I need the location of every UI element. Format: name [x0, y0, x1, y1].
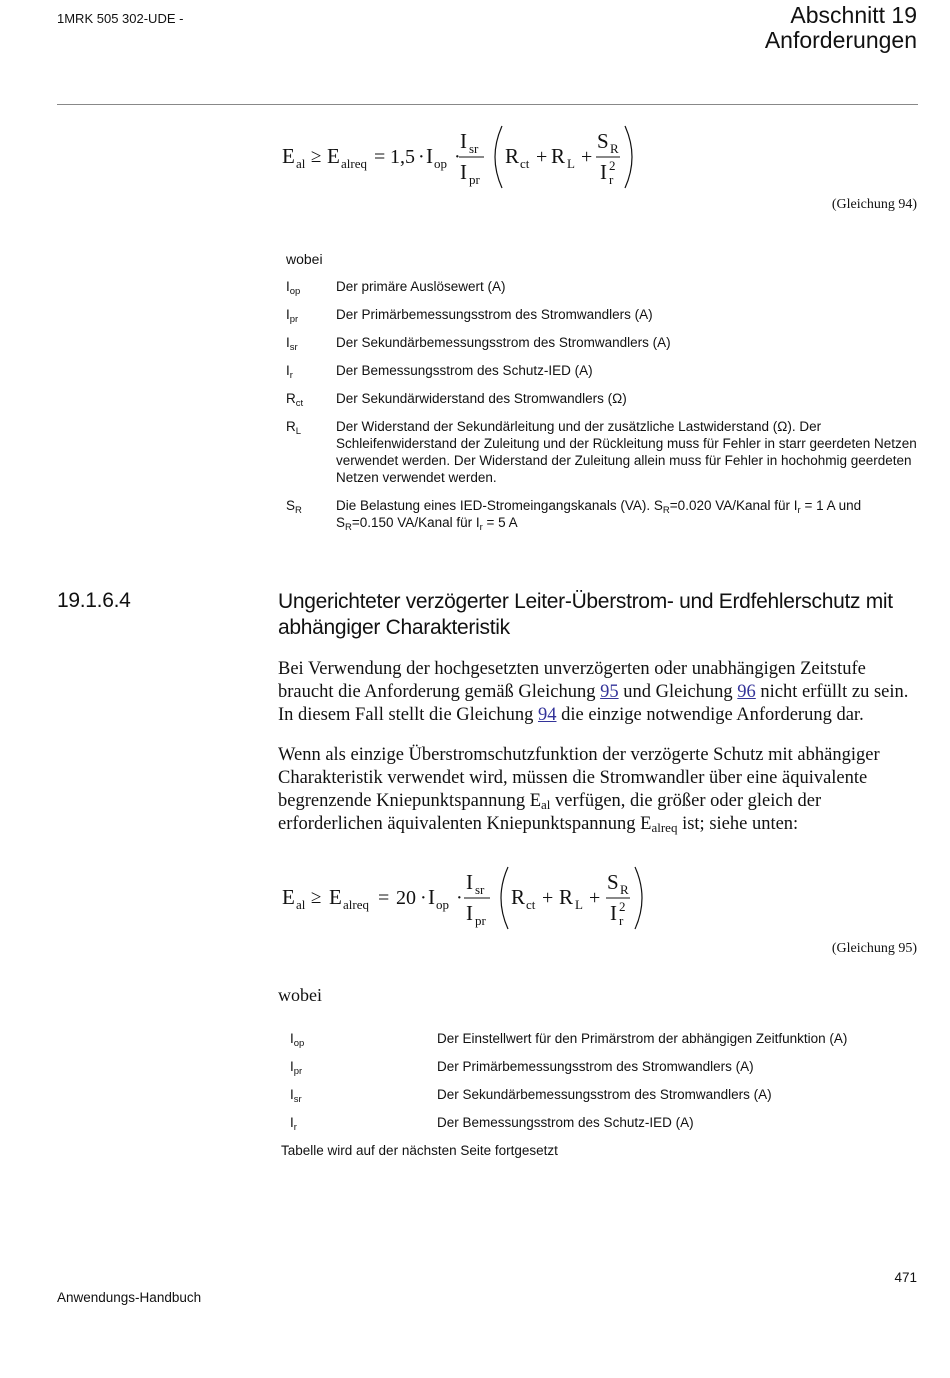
definition-symbol: $I_r$: [290, 1115, 297, 1133]
definition-symbol: $R_L$: [286, 419, 302, 437]
definition-row: [286, 334, 918, 351]
definition-text: Der Bemessungsstrom des Schutz-IED (A): [336, 363, 593, 378]
definition-text: Der Widerstand der Sekundärleitung und der zusätzliche Lastwiderstand (Ω). Der Schleifenwiderstand der Zuleitung und der Rückleitung muss für Fehler in starr geerdeten Netzen verwendet werden. Der Widerstand der Zuleitung allein muss für Fehler in hochohmig geerdeten Netzen verwendet werden.: [336, 419, 917, 485]
f94-L: L: [567, 156, 575, 171]
definition-symbol: $S_R$: [286, 498, 302, 516]
definition-row: [286, 278, 918, 295]
definition-symbol: $I_{sr}$: [286, 335, 298, 353]
f94-dot2: ·: [454, 146, 461, 168]
f95-sq: 2: [619, 899, 626, 914]
f95-left-paren: [501, 867, 508, 929]
definition-symbol: $I_{op}$: [290, 1031, 305, 1049]
f95-sr: sr: [475, 882, 485, 897]
f95-alreq: alreq: [343, 897, 369, 912]
f95-r: r: [619, 913, 624, 928]
f94-plus1: +: [536, 146, 548, 168]
f95-dot2: ·: [456, 887, 463, 909]
f94-op: op: [434, 156, 447, 171]
f95-I-op: I: [428, 885, 435, 909]
f94-r: r: [609, 172, 614, 187]
f94-alreq: alreq: [341, 156, 367, 171]
f94-dot1: ·: [418, 146, 425, 168]
paragraph-1: Bei Verwendung der hochgesetzten unverzögerten oder unabhängigen Zeitstufe braucht die Anforderung gemäß Gleichung 95 und Gleichung 96 nicht erfüllt zu sein. In diesem Fall stellt die Gleichung 94 die einzige notwendige Anforderung dar.: [278, 659, 909, 725]
f94-pr: pr: [469, 172, 480, 187]
manual-name: Anwendungs-Handbuch: [57, 1290, 202, 1305]
definition-row: [286, 306, 918, 323]
definition-row: [286, 362, 918, 379]
f94-sq: 2: [609, 158, 616, 173]
f94-right-paren: [625, 126, 632, 188]
f95-plus1: +: [542, 887, 554, 909]
definition-text: Der Sekundärbemessungsstrom des Stromwandlers (A): [336, 335, 671, 350]
f94-eq: =: [374, 146, 386, 168]
definition-row: [286, 390, 918, 407]
definition-row: [290, 1086, 918, 1103]
f95-geq: ≥: [311, 887, 322, 908]
definition-symbol: $I_{sr}$: [290, 1087, 302, 1105]
definition-list-2: [290, 1030, 918, 1142]
f94-plus2: +: [581, 146, 593, 168]
f95-op: op: [436, 897, 449, 912]
paragraph-2: Wenn als einzige Überstromschutzfunktion der verzögerte Schutz mit abhängiger Charakteristik verwendet wird, müssen die Stromwandler über eine äquivalente begrenzende Kniepunktspannung $E_{al}$ verfügen, die größer oder gleich der erforderlichen äquivalenten Kniepunktspannung $E_{alreq}$ ist; siehe unten:: [278, 745, 880, 835]
definition-text: Der Bemessungsstrom des Schutz-IED (A): [437, 1115, 694, 1130]
definition-symbol: $I_{pr}$: [286, 307, 299, 325]
f95-R-ct: R: [511, 885, 526, 909]
f95-E2: E: [329, 885, 342, 909]
f95-al: al: [296, 897, 306, 912]
wobei-label-2: wobei: [278, 985, 322, 1005]
f95-L: L: [575, 897, 583, 912]
header-divider: [57, 104, 918, 105]
definition-row: [290, 1030, 918, 1047]
definition-row: [286, 497, 918, 531]
equation-link-96[interactable]: 96: [737, 682, 756, 702]
f95-R-L: R: [559, 885, 574, 909]
document-id: 1MRK 505 302-UDE -: [57, 11, 184, 26]
formula-94: [280, 122, 640, 192]
definition-row: [286, 418, 918, 486]
definition-symbol: $I_{op}$: [286, 279, 301, 297]
definition-text: Der Primärbemessungsstrom des Stromwandlers (A): [336, 307, 653, 322]
f94-R-ct: R: [505, 144, 520, 168]
f94-I-op: I: [426, 144, 433, 168]
f95-E1: E: [282, 885, 295, 909]
definition-list-1: [286, 278, 918, 542]
f94-S: S: [597, 129, 609, 153]
section-number: 19.1.6.4: [57, 589, 131, 612]
definition-text: Der Sekundärwiderstand des Stromwandlers (Ω): [336, 391, 627, 406]
section-heading: [765, 3, 917, 53]
definition-row: [290, 1058, 918, 1075]
wobei-label-1: wobei: [286, 251, 323, 267]
equation-link-94[interactable]: 94: [537, 705, 557, 725]
f95-eq: =: [378, 887, 390, 909]
f94-I-r: I: [600, 160, 607, 184]
section-title: Ungerichteter verzögerter Leiter-Überstrom- und Erdfehlerschutz mit abhängiger Charakteristik: [278, 590, 893, 639]
formula-95: [280, 863, 650, 933]
definition-text: Der Einstellwert für den Primärstrom der abhängigen Zeitfunktion (A): [437, 1031, 848, 1046]
f95-I-sr: I: [466, 870, 473, 894]
f94-factor: 1,5: [390, 146, 415, 168]
f95-I-r: I: [610, 901, 617, 925]
f95-ct: ct: [526, 897, 536, 912]
f95-right-paren: [635, 867, 642, 929]
f95-dot1: ·: [420, 887, 427, 909]
page-number: 471: [894, 1270, 917, 1285]
f94-R-L: R: [551, 144, 566, 168]
f94-S-sub: R: [610, 141, 619, 156]
f95-S: S: [607, 870, 619, 894]
f94-I-pr: I: [460, 160, 467, 184]
definition-text: Die Belastung eines IED-Stromeingangskanals (VA). $S_R=0.020$ VA/Kanal für $I_r = 1$ A und $S_R=0.150$ VA/Kanal für $I_r = 5$ A: [336, 498, 862, 533]
f94-geq: ≥: [311, 146, 322, 167]
f95-plus2: +: [589, 887, 601, 909]
chapter-label: Anforderungen: [764, 27, 917, 53]
f94-I-sr: I: [460, 129, 467, 153]
equation-number-94: (Gleichung 94): [831, 197, 917, 212]
definition-text: Der primäre Auslösewert (A): [336, 279, 506, 294]
f95-S-sub: R: [620, 882, 629, 897]
f94-al: al: [296, 156, 306, 171]
section-label: Abschnitt 19: [790, 2, 917, 28]
f95-pr: pr: [475, 913, 486, 928]
f94-E1: E: [282, 144, 295, 168]
definition-symbol: $I_{pr}$: [290, 1059, 303, 1077]
f95-I-pr: I: [466, 901, 473, 925]
f94-E2: E: [327, 144, 340, 168]
f94-left-paren: [495, 126, 502, 188]
table-continued-note: Tabelle wird auf der nächsten Seite fortgesetzt: [281, 1143, 558, 1158]
definition-symbol: $I_r$: [286, 363, 293, 381]
equation-link-95[interactable]: 95: [600, 682, 619, 702]
f95-factor: 20: [396, 887, 416, 909]
definition-row: [290, 1114, 918, 1131]
f94-ct: ct: [520, 156, 530, 171]
definition-text: Der Sekundärbemessungsstrom des Stromwandlers (A): [437, 1087, 772, 1102]
f94-sr: sr: [469, 141, 479, 156]
equation-number-95: (Gleichung 95): [831, 941, 917, 956]
definition-symbol: $R_{ct}$: [286, 391, 304, 409]
definition-text: Der Primärbemessungsstrom des Stromwandlers (A): [437, 1059, 754, 1074]
